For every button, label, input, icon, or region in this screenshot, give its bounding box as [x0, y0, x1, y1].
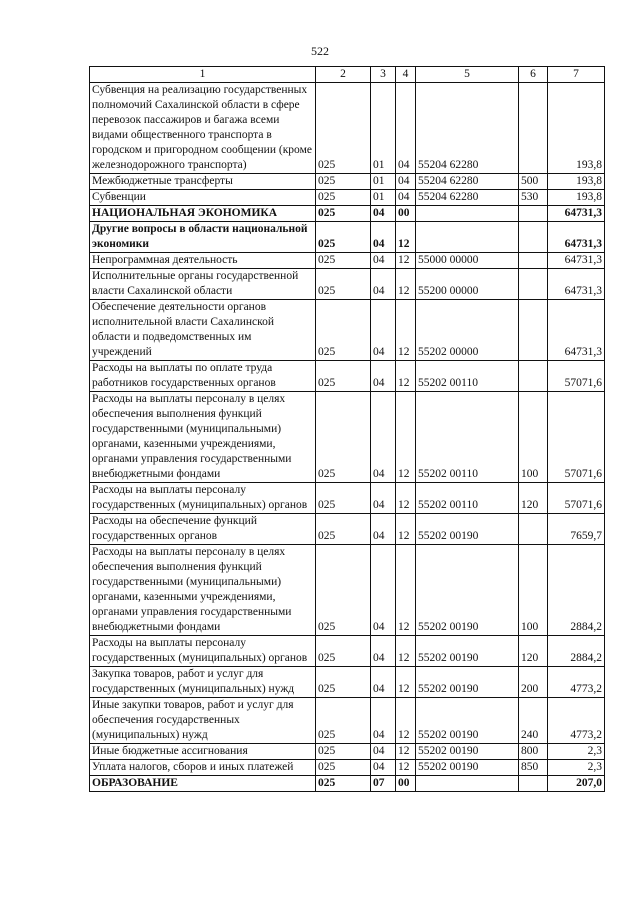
row-expense-type-cell: 800: [519, 744, 548, 760]
row-target-article-cell: 55204 62280: [416, 174, 519, 190]
table-row: [90, 190, 605, 206]
row-section-cell: 01: [371, 174, 396, 190]
table-row: [90, 392, 605, 483]
row-section-cell: 04: [371, 514, 396, 545]
row-grbs-cell: 025: [316, 174, 371, 190]
row-target-article-cell: 55000 00000: [416, 253, 519, 269]
row-subsection-cell: 12: [396, 269, 416, 300]
row-name-cell: Субвенции: [90, 190, 316, 206]
row-grbs-cell: 025: [316, 300, 371, 361]
row-grbs-cell: 025: [316, 514, 371, 545]
row-subsection-cell: 12: [396, 361, 416, 392]
row-target-article-cell: 55202 00190: [416, 667, 519, 698]
row-grbs-cell: 025: [316, 744, 371, 760]
row-expense-type-cell: [519, 300, 548, 361]
row-target-article-cell: 55202 00190: [416, 514, 519, 545]
row-section-cell: 04: [371, 483, 396, 514]
row-section-cell: 04: [371, 698, 396, 744]
row-grbs-cell: 025: [316, 760, 371, 776]
table-row: [90, 667, 605, 698]
row-name-cell: Уплата налогов, сборов и иных платежей: [90, 760, 316, 776]
row-grbs-cell: 025: [316, 698, 371, 744]
table-row: [90, 744, 605, 760]
row-expense-type-cell: [519, 269, 548, 300]
row-target-article-cell: [416, 222, 519, 253]
table-row: [90, 206, 605, 222]
row-expense-type-cell: [519, 361, 548, 392]
table-row: [90, 483, 605, 514]
row-amount-cell: 193,8: [548, 190, 605, 206]
header-col-5: 5: [416, 67, 519, 83]
row-expense-type-cell: [519, 83, 548, 174]
header-col-2: 2: [316, 67, 371, 83]
row-section-cell: 04: [371, 222, 396, 253]
header-col-3: 3: [371, 67, 396, 83]
row-grbs-cell: 025: [316, 222, 371, 253]
row-section-cell: 04: [371, 636, 396, 667]
table-row: [90, 300, 605, 361]
table-row: [90, 253, 605, 269]
row-expense-type-cell: 500: [519, 174, 548, 190]
row-name-cell: Расходы на выплаты персоналу государственных (муниципальных) органов: [90, 483, 316, 514]
row-name-cell: Расходы на обеспечение функций государственных органов: [90, 514, 316, 545]
row-subsection-cell: 12: [396, 636, 416, 667]
row-amount-cell: 64731,3: [548, 253, 605, 269]
row-amount-cell: 193,8: [548, 83, 605, 174]
row-target-article-cell: 55202 00000: [416, 300, 519, 361]
row-section-cell: 04: [371, 269, 396, 300]
row-grbs-cell: 025: [316, 83, 371, 174]
row-target-article-cell: 55202 00190: [416, 636, 519, 667]
row-amount-cell: 57071,6: [548, 483, 605, 514]
budget-table: [89, 66, 605, 792]
row-expense-type-cell: [519, 776, 548, 792]
header-col-6: 6: [519, 67, 548, 83]
row-name-cell: Расходы на выплаты персоналу в целях обеспечения выполнения функций государственными (муниципальными) органами, казенными учреждениями, органами управления государственными внебюджетными фондами: [90, 392, 316, 483]
row-amount-cell: 4773,2: [548, 698, 605, 744]
row-grbs-cell: 025: [316, 361, 371, 392]
row-name-cell: Субвенция на реализацию государственных полномочий Сахалинской области в сфере перевозок пассажиров и багажа всеми видами общественного транспорта в городском и пригородном сообщении (кроме железнодорожного транспорта): [90, 83, 316, 174]
row-section-cell: 04: [371, 744, 396, 760]
row-target-article-cell: 55204 62280: [416, 83, 519, 174]
row-subsection-cell: 12: [396, 392, 416, 483]
row-grbs-cell: 025: [316, 253, 371, 269]
row-grbs-cell: 025: [316, 545, 371, 636]
row-amount-cell: 64731,3: [548, 269, 605, 300]
row-expense-type-cell: 850: [519, 760, 548, 776]
row-target-article-cell: 55202 00190: [416, 545, 519, 636]
table-header-row: [90, 67, 605, 83]
row-target-article-cell: 55200 00000: [416, 269, 519, 300]
row-expense-type-cell: 100: [519, 545, 548, 636]
row-amount-cell: 64731,3: [548, 300, 605, 361]
row-amount-cell: 2884,2: [548, 545, 605, 636]
row-amount-cell: 64731,3: [548, 206, 605, 222]
table-row: [90, 269, 605, 300]
row-grbs-cell: 025: [316, 190, 371, 206]
row-expense-type-cell: [519, 222, 548, 253]
row-name-cell: Другие вопросы в области национальной экономики: [90, 222, 316, 253]
row-subsection-cell: 12: [396, 483, 416, 514]
row-subsection-cell: 12: [396, 667, 416, 698]
row-amount-cell: 2,3: [548, 760, 605, 776]
row-grbs-cell: 025: [316, 776, 371, 792]
row-name-cell: ОБРАЗОВАНИЕ: [90, 776, 316, 792]
table-row: [90, 83, 605, 174]
row-amount-cell: 57071,6: [548, 361, 605, 392]
row-grbs-cell: 025: [316, 392, 371, 483]
row-amount-cell: 64731,3: [548, 222, 605, 253]
row-subsection-cell: 12: [396, 222, 416, 253]
table-row: [90, 514, 605, 545]
row-expense-type-cell: [519, 206, 548, 222]
row-name-cell: Исполнительные органы государственной власти Сахалинской области: [90, 269, 316, 300]
row-expense-type-cell: 120: [519, 483, 548, 514]
row-name-cell: НАЦИОНАЛЬНАЯ ЭКОНОМИКА: [90, 206, 316, 222]
row-name-cell: Расходы на выплаты персоналу в целях обеспечения выполнения функций государственными (муниципальными) органами, казенными учреждениями, органами управления государственными внебюджетными фондами: [90, 545, 316, 636]
table-row: [90, 760, 605, 776]
row-expense-type-cell: 530: [519, 190, 548, 206]
row-subsection-cell: 12: [396, 514, 416, 545]
row-subsection-cell: 00: [396, 206, 416, 222]
row-section-cell: 04: [371, 545, 396, 636]
row-target-article-cell: 55204 62280: [416, 190, 519, 206]
row-expense-type-cell: [519, 253, 548, 269]
row-name-cell: Межбюджетные трансферты: [90, 174, 316, 190]
row-section-cell: 01: [371, 83, 396, 174]
row-grbs-cell: 025: [316, 483, 371, 514]
table-row: [90, 222, 605, 253]
row-subsection-cell: 12: [396, 760, 416, 776]
row-target-article-cell: 55202 00190: [416, 698, 519, 744]
row-name-cell: Закупка товаров, работ и услуг для государственных (муниципальных) нужд: [90, 667, 316, 698]
table-row: [90, 174, 605, 190]
row-subsection-cell: 04: [396, 83, 416, 174]
table-body: [90, 83, 605, 792]
table-row: [90, 545, 605, 636]
row-target-article-cell: 55202 00110: [416, 483, 519, 514]
row-name-cell: Расходы на выплаты по оплате труда работников государственных органов: [90, 361, 316, 392]
header-col-1: 1: [90, 67, 316, 83]
row-section-cell: 01: [371, 190, 396, 206]
row-expense-type-cell: 200: [519, 667, 548, 698]
row-expense-type-cell: [519, 514, 548, 545]
row-subsection-cell: 12: [396, 300, 416, 361]
table-row: [90, 361, 605, 392]
row-name-cell: Расходы на выплаты персоналу государственных (муниципальных) органов: [90, 636, 316, 667]
row-name-cell: Иные бюджетные ассигнования: [90, 744, 316, 760]
row-subsection-cell: 12: [396, 545, 416, 636]
row-expense-type-cell: 120: [519, 636, 548, 667]
row-section-cell: 04: [371, 361, 396, 392]
page-number: 522: [311, 44, 329, 58]
row-subsection-cell: 12: [396, 744, 416, 760]
row-subsection-cell: 12: [396, 253, 416, 269]
row-target-article-cell: [416, 776, 519, 792]
row-target-article-cell: 55202 00190: [416, 760, 519, 776]
row-expense-type-cell: 240: [519, 698, 548, 744]
row-section-cell: 04: [371, 253, 396, 269]
row-target-article-cell: 55202 00110: [416, 392, 519, 483]
row-amount-cell: 193,8: [548, 174, 605, 190]
header-col-7: 7: [548, 67, 605, 83]
table-row: [90, 636, 605, 667]
row-name-cell: Иные закупки товаров, работ и услуг для обеспечения государственных (муниципальных) нужд: [90, 698, 316, 744]
row-amount-cell: 2,3: [548, 744, 605, 760]
row-amount-cell: 57071,6: [548, 392, 605, 483]
row-target-article-cell: 55202 00110: [416, 361, 519, 392]
row-expense-type-cell: 100: [519, 392, 548, 483]
row-section-cell: 04: [371, 206, 396, 222]
row-target-article-cell: 55202 00190: [416, 744, 519, 760]
row-section-cell: 07: [371, 776, 396, 792]
table-row: [90, 776, 605, 792]
row-subsection-cell: 00: [396, 776, 416, 792]
table-row: [90, 698, 605, 744]
row-subsection-cell: 04: [396, 174, 416, 190]
row-target-article-cell: [416, 206, 519, 222]
row-grbs-cell: 025: [316, 636, 371, 667]
row-grbs-cell: 025: [316, 269, 371, 300]
row-name-cell: Непрограммная деятельность: [90, 253, 316, 269]
row-amount-cell: 7659,7: [548, 514, 605, 545]
row-section-cell: 04: [371, 300, 396, 361]
row-amount-cell: 2884,2: [548, 636, 605, 667]
row-subsection-cell: 12: [396, 698, 416, 744]
row-name-cell: Обеспечение деятельности органов исполнительной власти Сахалинской области и подведомственных им учреждений: [90, 300, 316, 361]
header-col-4: 4: [396, 67, 416, 83]
row-subsection-cell: 04: [396, 190, 416, 206]
row-grbs-cell: 025: [316, 667, 371, 698]
row-amount-cell: 4773,2: [548, 667, 605, 698]
row-section-cell: 04: [371, 667, 396, 698]
row-section-cell: 04: [371, 392, 396, 483]
row-section-cell: 04: [371, 760, 396, 776]
row-amount-cell: 207,0: [548, 776, 605, 792]
row-grbs-cell: 025: [316, 206, 371, 222]
